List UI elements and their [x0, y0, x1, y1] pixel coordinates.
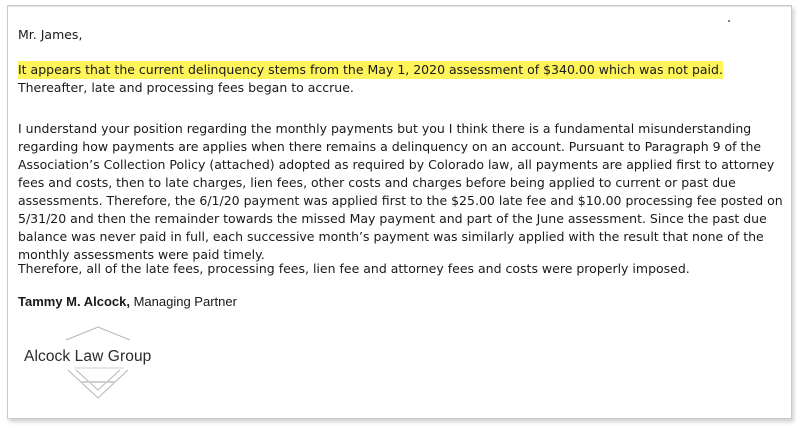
paragraph-payment-application: I understand your position regarding the monthly payments but you I think there is a fundamental misunderstanding regarding how payments are applies when there remains a delinquency on an account. Pursuant to Paragraph 9 of the Association’s Collection Policy (attached) adopted as required by Colorado law, all payments are applied first to attorney fees and costs, then to late charges, lien fees, other costs and charges before being applied to current or past due assessments. Therefore, the 6/1/20 payment was applied first to the $25.00 late fee and $10.00 processing fee posted on 5/31/20 and then the remainder towards the missed May payment and part of the June assessment. Since the past due balance was never paid in full, each successive month’s payment was similarly applied with the result that none of the monthly assessments were paid timely.	[18, 121, 783, 262]
highlighted-sentence: It appears that the current delinquency stems from the May 1, 2020 assessment of $340.00 which was not paid.	[18, 62, 723, 77]
paragraph-delinquency	[18, 61, 788, 97]
letter-document	[7, 5, 792, 419]
salutation: Mr. James,	[18, 27, 83, 42]
signature-title: Managing Partner	[129, 294, 237, 309]
paragraph-delinquency-rest: Thereafter, late and processing fees began to accrue.	[18, 80, 354, 95]
paragraph-conclusion: Therefore, all of the late fees, processing fees, lien fee and attorney fees and costs were properly imposed.	[18, 261, 690, 276]
signature-line	[18, 293, 237, 311]
scan-speck	[728, 20, 730, 22]
signature-name: Tammy M. Alcock,	[18, 294, 130, 309]
logo-text: Alcock Law Group	[24, 348, 152, 365]
firm-logo	[16, 326, 166, 402]
